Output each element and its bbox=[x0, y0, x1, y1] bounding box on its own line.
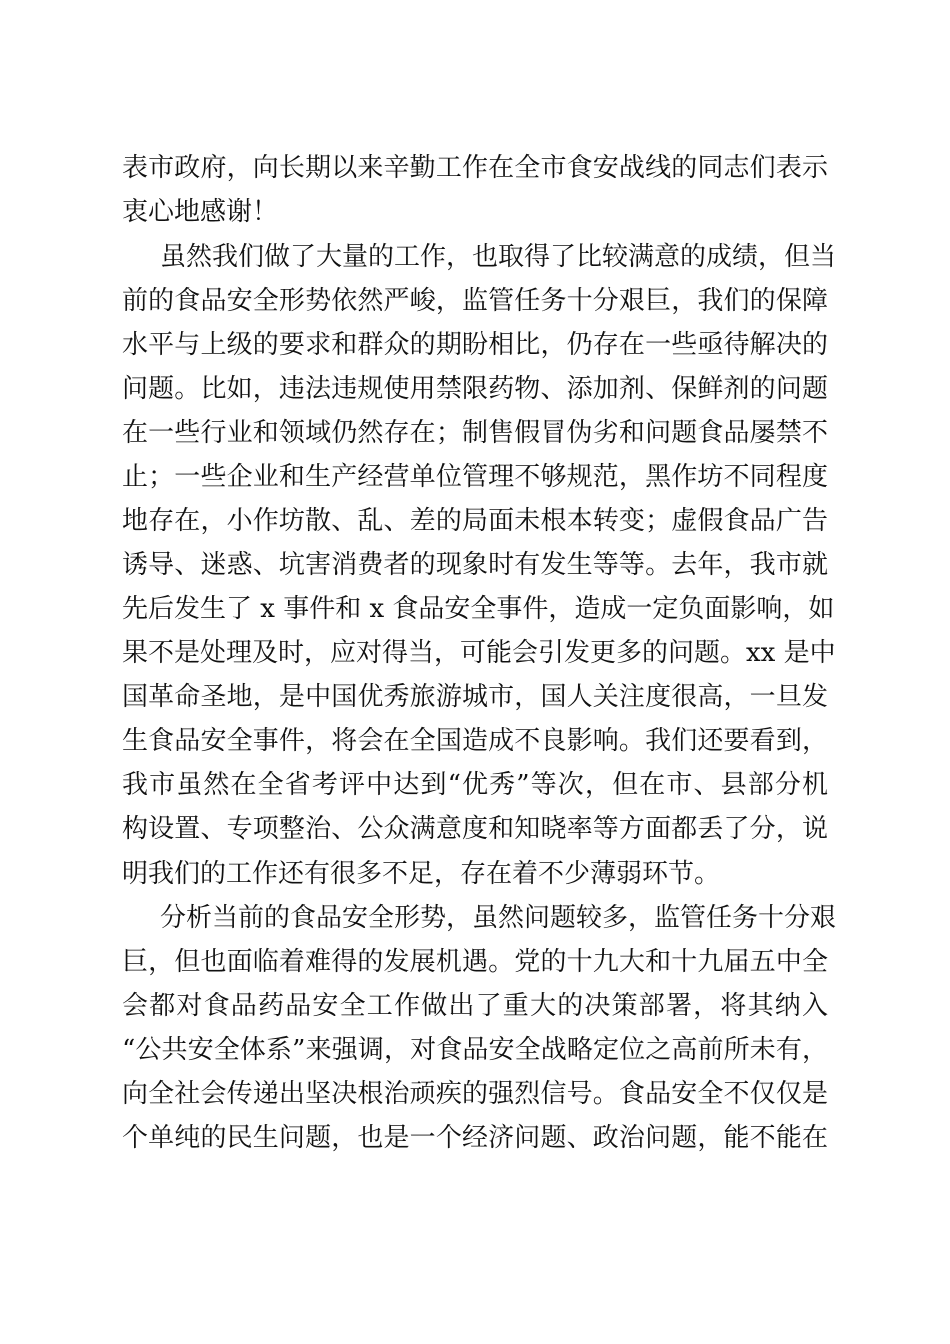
text-line: 国革命圣地，是中国优秀旅游城市，国人关注度很高，一旦发 bbox=[122, 682, 828, 712]
text-line: 前的食品安全形势依然严峻，监管任务十分艰巨，我们的保障 bbox=[122, 286, 828, 316]
text-line: 先后发生了 x 事件和 x 食品安全事件，造成一定负面影响，如 bbox=[122, 594, 835, 624]
text-line: 水平与上级的要求和群众的期盼相比，仍存在一些亟待解决的 bbox=[122, 330, 828, 360]
text-line: “公共安全体系”来强调，对食品安全战略定位之高前所未有， bbox=[122, 1035, 828, 1065]
text-line: 问题。比如，违法违规使用禁限药物、添加剂、保鲜剂的问题 bbox=[122, 374, 828, 404]
text-line: 明我们的工作还有很多不足，存在着不少薄弱环节。 bbox=[122, 859, 721, 889]
text-line: 果不是处理及时，应对得当，可能会引发更多的问题。xx 是中 bbox=[122, 638, 836, 668]
text-line: 衷心地感谢！ bbox=[122, 197, 279, 227]
text-line: 个单纯的民生问题，也是一个经济问题、政治问题，能不能在 bbox=[122, 1123, 828, 1153]
text-line: 巨，但也面临着难得的发展机遇。党的十九大和十九届五中全 bbox=[122, 947, 828, 977]
paragraph-start-line: 虽然我们做了大量的工作，也取得了比较满意的成绩，但当 bbox=[160, 242, 837, 272]
text-line: 我市虽然在全省考评中达到“优秀”等次，但在市、县部分机 bbox=[122, 770, 828, 800]
text-line: 诱导、迷惑、坑害消费者的现象时有发生等等。去年，我市就 bbox=[122, 550, 828, 580]
text-line: 地存在，小作坊散、乱、差的局面未根本转变；虚假食品广告 bbox=[122, 506, 828, 536]
text-line: 表市政府，向长期以来辛勤工作在全市食安战线的同志们表示 bbox=[122, 153, 828, 183]
text-line: 向全社会传递出坚决根治顽疾的强烈信号。食品安全不仅仅是 bbox=[122, 1079, 828, 1109]
paragraph-start-line: 分析当前的食品安全形势，虽然问题较多，监管任务十分艰 bbox=[160, 903, 837, 933]
text-line: 生食品安全事件，将会在全国造成不良影响。我们还要看到， bbox=[122, 726, 828, 756]
text-line: 在一些行业和领域仍然存在；制售假冒伪劣和问题食品屡禁不 bbox=[122, 418, 828, 448]
text-line: 止；一些企业和生产经营单位管理不够规范，黑作坊不同程度 bbox=[122, 462, 828, 492]
text-line: 构设置、专项整治、公众满意度和知晓率等方面都丢了分，说 bbox=[122, 814, 828, 844]
text-line: 会都对食品药品安全工作做出了重大的决策部署，将其纳入 bbox=[122, 991, 828, 1021]
